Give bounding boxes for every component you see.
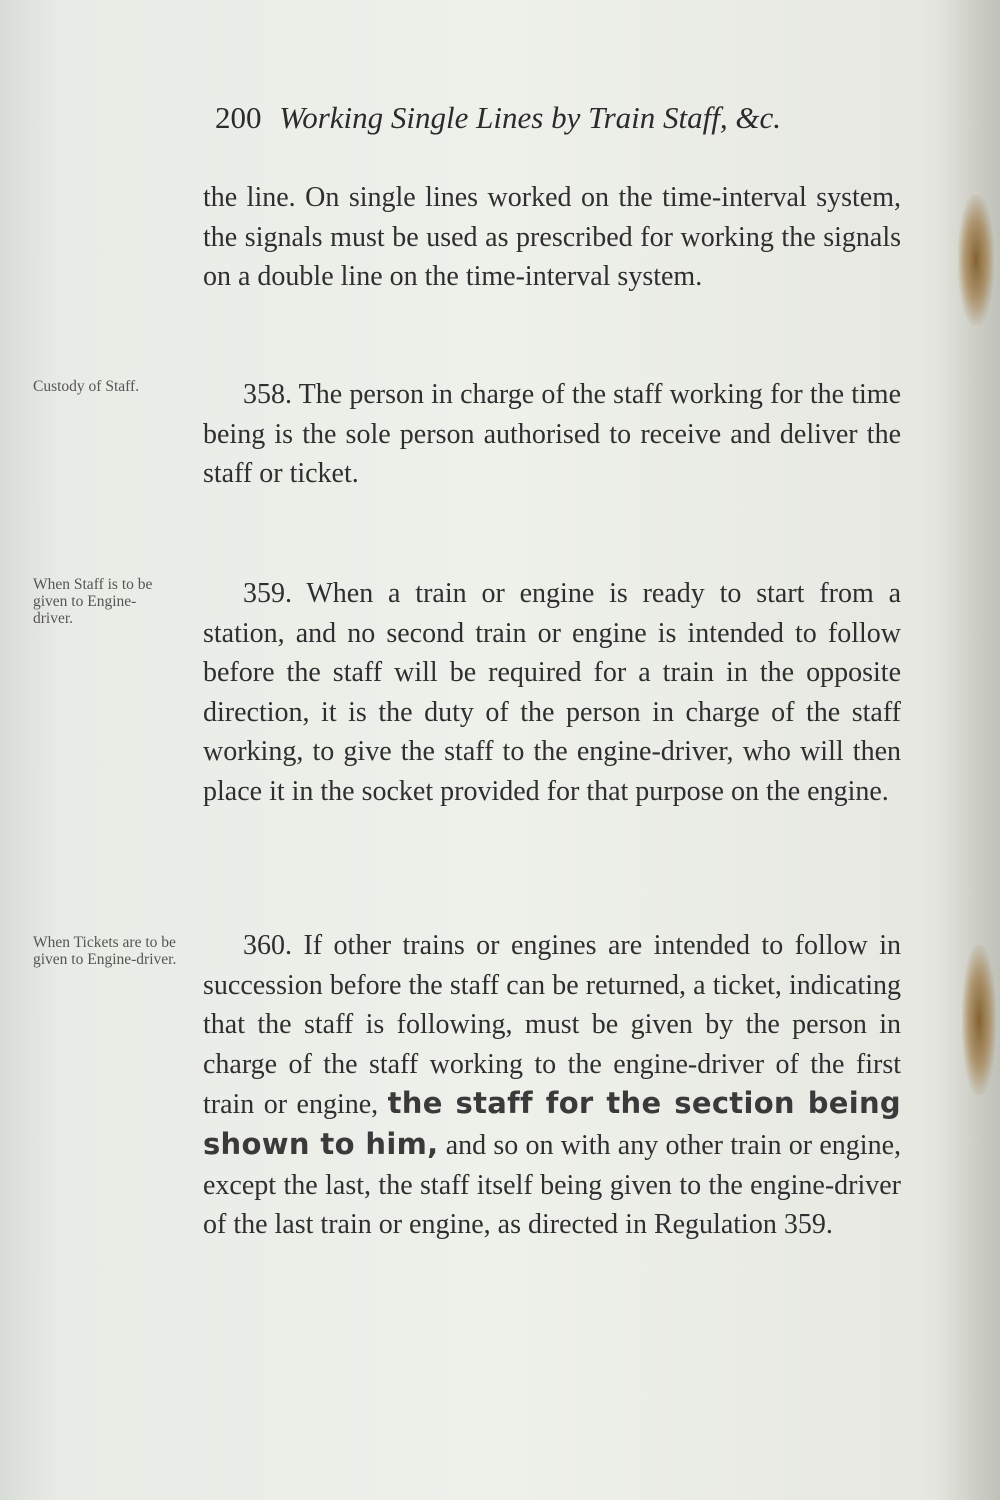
paragraph-360-part-b: and so on with any other train or engine, except the last, the staff itself being given to the engine-driver of the last train or engine, as directed in Regulation 359. — [203, 1129, 902, 1241]
margin-note-359: When Staff is to be given to Engine-driver. — [33, 576, 153, 627]
rust-stain-top — [958, 195, 994, 325]
margin-note-358: Custody of Staff. — [33, 378, 140, 395]
running-header — [215, 100, 915, 136]
paragraph-360-part-a: 360. If other trains or engines are intended to follow in succession before the staff can be returned, a ticket, indicating that the staff is following, must be given by the person in charge of the staff working to the engine-driver of the first train or engine, — [203, 930, 901, 1121]
running-title: Working Single Lines by Train Staff, &c. — [279, 100, 782, 135]
rust-stain-bottom — [962, 945, 996, 1095]
page-number: 200 — [215, 100, 262, 135]
paragraph-360-emphasis: the staff for the section being shown to him, — [203, 1086, 901, 1161]
paragraph-358: 358. The person in charge of the staff working for the time being is the sole person authorised to receive and deliver the staff or ticket. — [203, 379, 901, 490]
paragraph-359: 359. When a train or engine is ready to start from a station, and no second train or engine is intended to follow before the staff will be required for a train in the opposite direction, it is the duty of the person in charge of the staff working, to give the staff to the engine-driver, who will then place it in the socket provided for that purpose on the engine. — [203, 578, 901, 807]
paragraph-360 — [203, 926, 901, 1245]
paragraph-continuation: the line. On single lines worked on the time-interval system, the signals must be used as prescribed for working the signals on a double line on the time-interval system. — [203, 182, 901, 293]
margin-note-360: When Tickets are to be given to Engine-driver. — [33, 934, 177, 968]
